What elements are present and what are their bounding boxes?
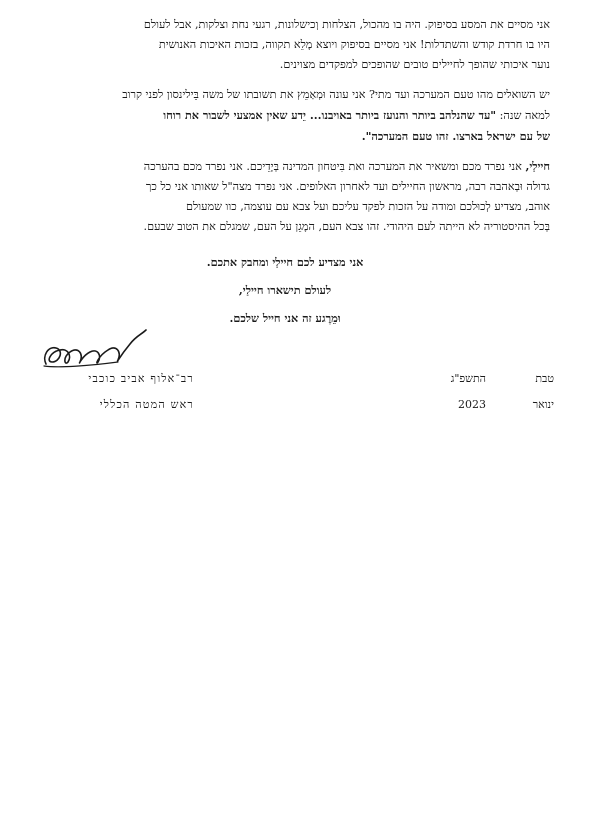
paragraph-line-rest: אני נפרד מכם ומשאיר את המערכה ואת בִּיטחון המדינה בְּיָדֵיכם. אני נפרד מכם בהערכה (143, 160, 526, 173)
closing-lines (0, 248, 590, 332)
closing-line-2: לעולם תישארו חיילַי, (238, 283, 332, 297)
paragraph-line: נוער איכותי שהופך לחיילים טובים שהופכים למפקדים מצוינים. (279, 58, 550, 71)
paragraph-line-bold: של עם ישראל בארצו. זהו טעם המערכה". (361, 129, 550, 143)
closing-line-1: אני מצדיע לכם חיילַי ומחבק אתכם. (206, 255, 364, 269)
paragraph-line: בְּכל ההיסטוריה לא הייתה לעם היהודי. זהו צבא העם, המָגֵן על העם, שמגלם את הטוב שבעם. (143, 220, 550, 233)
hebrew-month: טבת (535, 372, 554, 385)
handwritten-signature (38, 326, 158, 376)
paragraph-line-mixed (40, 105, 550, 126)
gregorian-year: 2023 (458, 398, 486, 411)
paragraph-line: אוהב, מצדיע לְכוּלכם ומודה על הזכות לפקד עליכם ועל צבא עם עוצמה, כוו שמעולם (186, 200, 550, 213)
quote-bold: "עד שהנלהב ביותר והנועז ביותר באויבנו... יֵדע שאין אמצעי לשבור את רוחו (163, 108, 497, 122)
paragraph-line: אני מסיים את המסע בסיפוק. היה בו מהכול, הצלחות וְכישלונות, רגעי נחת וצלקות, אבל לעולם (143, 18, 550, 31)
signature-name: רב־אלוף אביב כוכבי (88, 372, 194, 385)
date-block (404, 370, 554, 420)
closing-line-3: וּמֵרֶגע זה אני חייל שלכם. (229, 311, 341, 325)
paragraph-line: יש השואלים מהו טעם המערכה ועד מתי? אני עונה וּמְאַמֵץ את תשובתו של משה בֵּילינסון לפני קרוב (122, 88, 550, 101)
signature-title: ראש המטה הכללי (99, 398, 194, 411)
paragraph-line: היו בו חרדת קודש והשתדלות! אני מסיים בסיפוק ויוצא מָלֵא תקווה, בזכות האיכות האנושית (158, 38, 550, 51)
paragraph-line: גדולה וּבְאהבה רבה, מראשון החיילים ועד לאחרון האלופים. אני נפרד מצה"ל שאותו אני כל כך (145, 180, 550, 193)
lead-word-bold: חיילַי, (525, 159, 550, 173)
paragraph-1 (40, 15, 550, 75)
gregorian-month: ינואר (532, 398, 554, 411)
paragraph-line-lead: למאה שנה: (496, 109, 550, 122)
hebrew-year: התשפ"ג (450, 372, 486, 385)
paragraph-3 (40, 156, 550, 237)
paragraph-line-mixed (40, 156, 550, 177)
letter-body (40, 15, 550, 247)
paragraph-2 (40, 85, 550, 146)
